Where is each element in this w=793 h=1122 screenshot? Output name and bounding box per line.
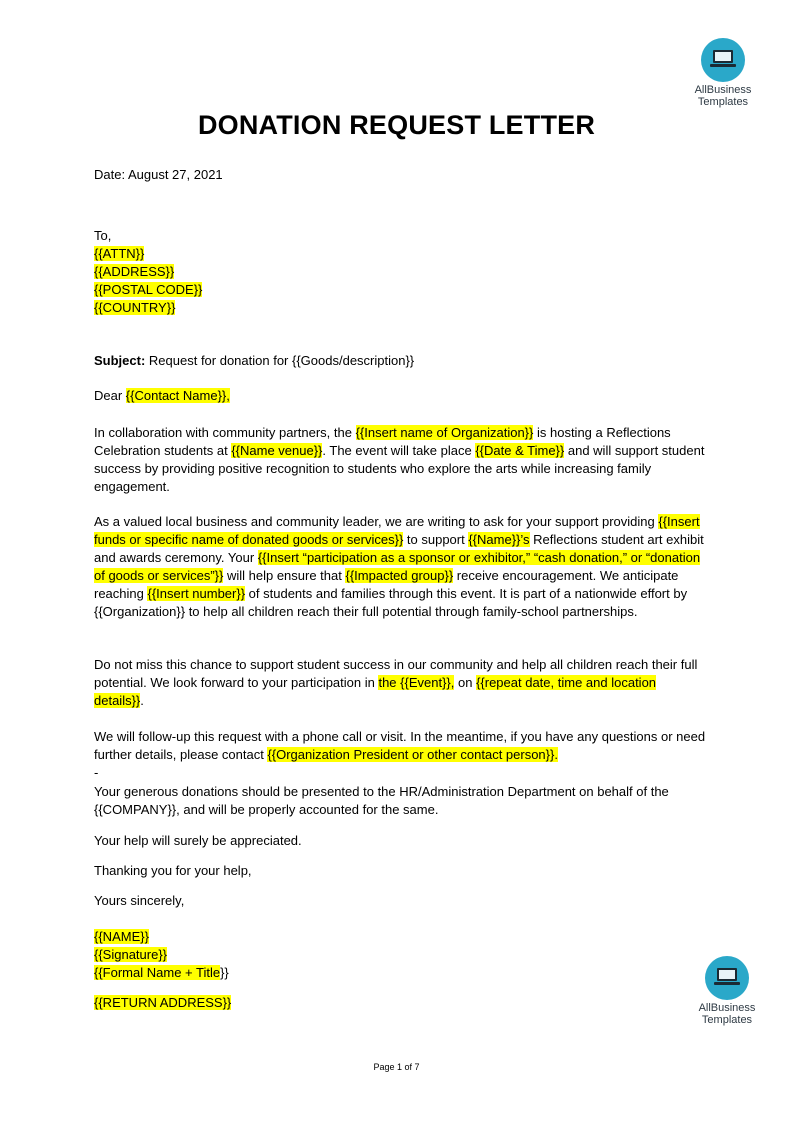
paragraph-8: Yours sincerely, <box>94 893 185 908</box>
para1-text-3: . The event will take place <box>322 443 476 458</box>
logo-line2: Templates <box>697 96 749 108</box>
logo-line1: AllBusiness <box>694 84 752 96</box>
postal-code-placeholder: {{POSTAL CODE}} <box>94 282 203 297</box>
para3-text-1: Do not miss this chance to support student success in our community and help all children reach their full potential. We look forward to your participation in <box>94 657 698 690</box>
donated-goods-placeholder: {{Insert funds or specific name of donated goods or services}} <box>94 514 700 547</box>
logo-line1: AllBusiness <box>698 1002 756 1014</box>
contact-person-placeholder: {{Organization President or other contact person}}. <box>267 747 558 762</box>
impacted-group-placeholder: {{Impacted group}} <box>345 568 454 583</box>
laptop-icon <box>705 956 749 1000</box>
page-title: DONATION REQUEST LETTER <box>197 110 596 140</box>
para2-text-3: Reflections student art exhibit and awards ceremony. Your <box>94 532 704 565</box>
subject-line <box>94 352 709 370</box>
para3-text-2: on <box>454 675 477 690</box>
para2-text-1: As a valued local business and community leader, we are writing to ask for your support providing <box>94 514 659 529</box>
venue-placeholder: {{Name venue}} <box>231 443 323 458</box>
signature-placeholder: {{Signature}} <box>94 947 168 962</box>
participation-type-placeholder: {{Insert “participation as a sponsor or exhibitor,” “cash donation,” or “donation of goods or services”}} <box>94 550 701 583</box>
paragraph-2 <box>94 513 709 621</box>
allbusiness-logo-top <box>688 38 758 108</box>
para4-text-1: We will follow-up this request with a phone call or visit. In the meantime, if you have any questions or need further details, please contact <box>94 729 706 762</box>
formal-name-placeholder: {{Formal Name + Title <box>94 965 221 980</box>
to-line: To, <box>94 228 112 243</box>
subject-text: Request for donation for {{Goods/description}} <box>145 353 415 368</box>
event-placeholder: the {{Event}}, <box>378 675 455 690</box>
paragraph-7: Thanking you for your help, <box>94 863 252 878</box>
para2-text-5: receive encouragement. We anticipate reaching <box>94 568 679 601</box>
return-address-placeholder: {{RETURN ADDRESS}} <box>94 995 232 1010</box>
page-number: Page 1 of 7 <box>373 1062 420 1072</box>
para1-text-2: is hosting a Reflections Celebration students at <box>94 425 671 458</box>
para2-text-2: to support <box>403 532 469 547</box>
paragraph-3 <box>94 656 709 710</box>
attn-placeholder: {{ATTN}} <box>94 246 145 261</box>
para1-text-4: and will support student success by providing positive recognition to students who explore the arts while increasing family engagement. <box>94 443 705 494</box>
recipient-address <box>94 227 709 317</box>
organization-name-placeholder: {{Insert name of Organization}} <box>355 425 534 440</box>
para3-text-3: . <box>140 693 144 708</box>
subject-label: Subject: <box>94 353 146 368</box>
date-time-placeholder: {{Date & Time}} <box>475 443 565 458</box>
name-placeholder-signoff: {{NAME}} <box>94 929 149 944</box>
dash-line: - <box>94 765 99 780</box>
insert-number-placeholder: {{Insert number}} <box>147 586 246 601</box>
signature-block <box>94 928 709 1012</box>
contact-name-placeholder: {{Contact Name}}, <box>125 388 230 403</box>
country-placeholder: {{COUNTRY}} <box>94 300 176 315</box>
paragraph-1 <box>94 424 709 496</box>
para1-text-1: In collaboration with community partners, the <box>94 425 356 440</box>
paragraph-6: Your help will surely be appreciated. <box>94 833 302 848</box>
address-placeholder: {{ADDRESS}} <box>94 264 175 279</box>
paragraph-4 <box>94 728 709 782</box>
name-placeholder: {{Name}}’s <box>468 532 530 547</box>
salutation <box>94 387 709 405</box>
paragraph-5: Your generous donations should be presented to the HR/Administration Department on behalf of the {{COMPANY}}, and will be properly accounted for the same. <box>94 784 669 817</box>
logo-line2: Templates <box>701 1014 753 1026</box>
formal-name-end: }} <box>220 965 229 980</box>
laptop-icon <box>701 38 745 82</box>
para2-text-6: of students and families through this event. It is part of a nationwide effort by {{Organization}} to help all children reach their full potential through family-school partnerships. <box>94 586 688 619</box>
location-details-placeholder: {{repeat date, time and location details}} <box>94 675 657 708</box>
allbusiness-logo-bottom <box>692 956 762 1026</box>
para2-text-4: will help ensure that <box>223 568 346 583</box>
salutation-prefix: Dear <box>94 388 126 403</box>
date-line: Date: August 27, 2021 <box>94 167 223 182</box>
